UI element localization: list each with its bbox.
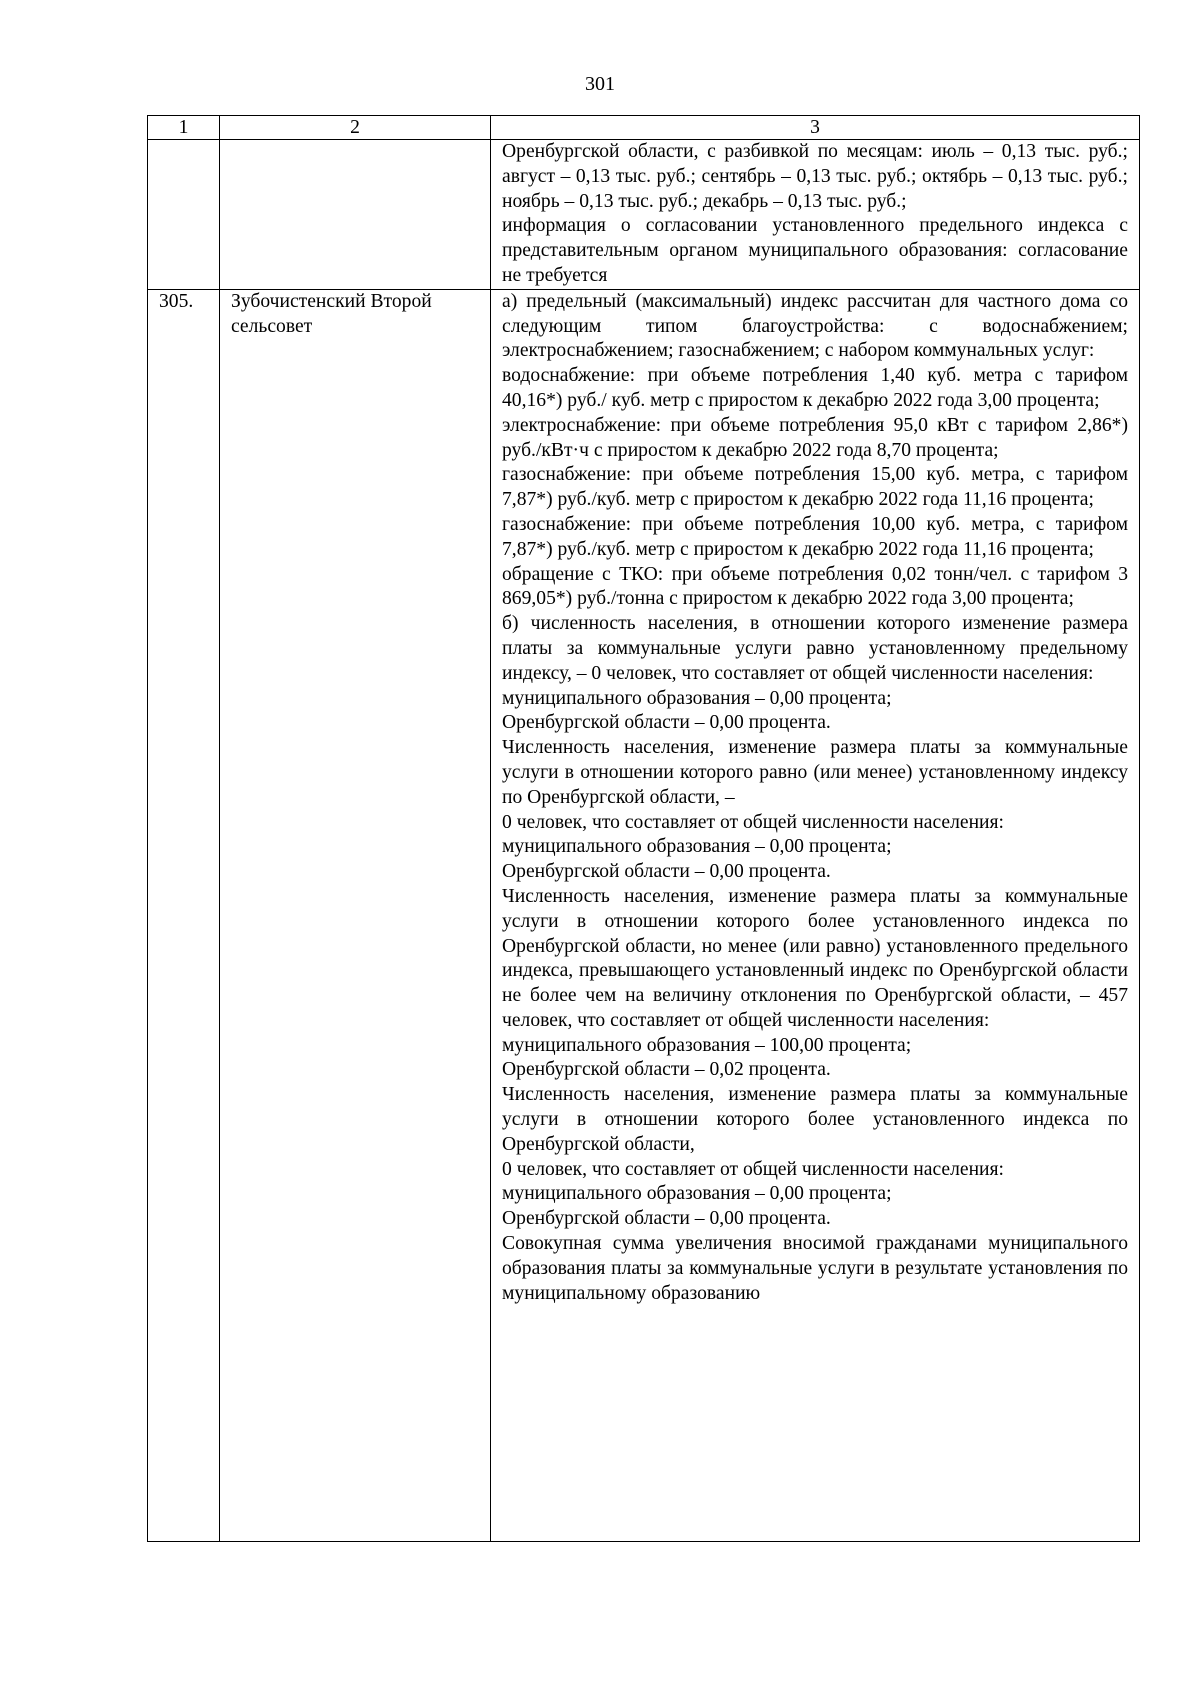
column-header-3: 3 <box>491 116 1140 140</box>
paragraph: Численность населения, изменение размера платы за коммунальные услуги в отношении которого равно (или менее) установленному индексу по Оренбургской области, – <box>502 737 1128 808</box>
paragraph: электроснабжение: при объеме потребления 95,0 кВт с тарифом 2,86*) руб./кВт·ч с приростом к декабрю 2022 года 8,70 процента; <box>502 414 1128 461</box>
paragraph: Совокупная сумма увеличения вносимой гражданами муниципального образования платы за коммунальные услуги в результате установления по муниципальному образованию <box>502 1233 1128 1304</box>
paragraph: обращение с ТКО: при объеме потребления 0,02 тонн/чел. с тарифом 3 869,05*) руб./тонна с приростом к декабрю 2022 года 3,00 процента; <box>502 563 1128 610</box>
paragraph: Оренбургской области – 0,00 процента. <box>502 861 831 883</box>
paragraph: газоснабжение: при объеме потребления 10,00 куб. метра, с тарифом 7,87*) руб./куб. метр с приростом к декабрю 2022 года 11,16 процента; <box>502 513 1128 560</box>
continuation-paragraph: информация о согласовании установленного предельного индекса с представительным органом муниципального образования: согласование не требуется <box>502 215 1128 286</box>
continuation-paragraph: Оренбургской области, с разбивкой по месяцам: июль – 0,13 тыс. руб.; август – 0,13 тыс. руб.; сентябрь – 0,13 тыс. руб.; октябрь – 0,13 тыс. руб.; ноябрь – 0,13 тыс. руб.; декабрь – 0,13 тыс. руб.; <box>502 141 1128 212</box>
paragraph: Оренбургской области – 0,00 процента. <box>502 1208 831 1230</box>
paragraph: водоснабжение: при объеме потребления 1,40 куб. метра с тарифом 40,16*) руб./ куб. метр с приростом к декабрю 2022 года 3,00 процента; <box>502 365 1128 411</box>
continuation-row <box>148 140 1140 290</box>
table-header-row <box>148 116 1140 140</box>
paragraph: муниципального образования – 100,00 процента; <box>502 1034 912 1056</box>
paragraph: муниципального образования – 0,00 процента; <box>502 1183 892 1205</box>
row-description-content <box>502 290 1128 1541</box>
paragraph: Численность населения, изменение размера платы за коммунальные услуги в отношении которого более установленного индекса по Оренбургской области, но менее (или равно) установленного предельного индекса, превышающего установленный индекс по Оренбургской области не более чем на величину отклонения по Оренбургской области, – 457 человек, что составляет от общей численности населения: <box>502 885 1128 1031</box>
paragraph: Оренбургской области – 0,00 процента. <box>502 712 831 734</box>
page-number: 301 <box>585 73 615 95</box>
column-header-1: 1 <box>148 116 220 140</box>
paragraph: а) предельный (максимальный) индекс рассчитан для частного дома со следующим типом благоустройства: с водоснабжением; электроснабжением; газоснабжением; с набором коммунальных услуг: <box>502 290 1128 362</box>
paragraph: 0 человек, что составляет от общей численности населения: <box>502 811 1005 833</box>
paragraph: муниципального образования – 0,00 процента; <box>502 687 892 709</box>
row-number: 305. <box>148 289 220 1541</box>
continuation-number-cell <box>148 140 220 290</box>
paragraph: газоснабжение: при объеме потребления 15,00 куб. метра, с тарифом 7,87*) руб./куб. метр с приростом к декабрю 2022 года 11,16 процента; <box>502 464 1128 511</box>
continuation-name-cell <box>220 140 491 290</box>
paragraph: Оренбургской области – 0,02 процента. <box>502 1059 831 1081</box>
paragraph: муниципального образования – 0,00 процента; <box>502 836 892 858</box>
municipality-name: Зубочистенский Второй сельсовет <box>220 289 491 1541</box>
table-row <box>148 289 1140 1541</box>
paragraph: Численность населения, изменение размера платы за коммунальные услуги в отношении которого более установленного индекса по Оренбургской области, <box>502 1084 1128 1155</box>
paragraph: 0 человек, что составляет от общей численности населения: <box>502 1158 1005 1180</box>
continuation-text-cell <box>491 140 1140 290</box>
paragraph: б) численность населения, в отношении которого изменение размера платы за коммунальные услуги равно установленному предельному индексу, – 0 человек, что составляет от общей численности населения: <box>502 613 1128 684</box>
index-table <box>147 115 1140 1542</box>
row-description <box>491 289 1140 1541</box>
column-header-2: 2 <box>220 116 491 140</box>
